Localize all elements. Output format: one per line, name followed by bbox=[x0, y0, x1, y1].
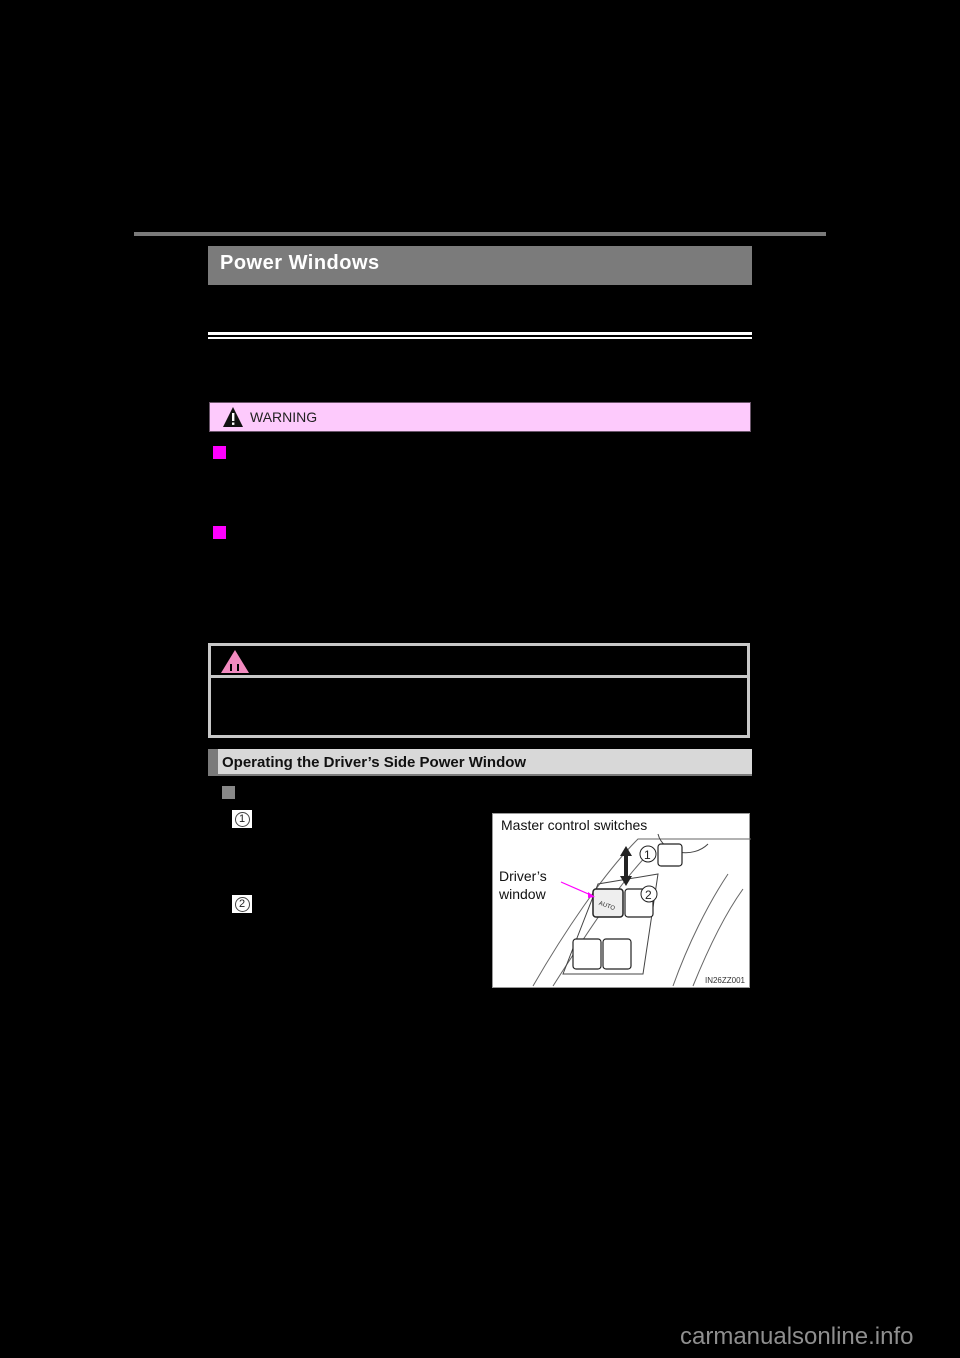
subsection-bullet bbox=[222, 786, 235, 799]
svg-text:AUTO: AUTO bbox=[597, 900, 616, 913]
switch-panel-drawing bbox=[493, 814, 751, 989]
notice-header bbox=[211, 646, 747, 678]
double-divider bbox=[208, 332, 752, 339]
warning-triangle-icon bbox=[222, 406, 244, 428]
label-line-1: Driver’s bbox=[499, 868, 547, 884]
section-accent bbox=[208, 749, 218, 774]
step-number: 1 bbox=[235, 812, 250, 827]
step-marker-2 bbox=[232, 895, 252, 913]
label-line-2: window bbox=[499, 886, 546, 902]
page-title-bar bbox=[208, 246, 752, 285]
section-header bbox=[208, 749, 752, 776]
watermark: carmanualsonline.info bbox=[680, 1323, 914, 1350]
notice-box bbox=[208, 643, 750, 738]
caution-triangle-icon bbox=[220, 649, 250, 674]
step-number: 2 bbox=[235, 897, 250, 912]
callout-1: 1 bbox=[644, 848, 651, 862]
section-title: Operating the Driver’s Side Power Window bbox=[222, 754, 527, 771]
step-marker-1 bbox=[232, 810, 252, 828]
warning-banner bbox=[209, 402, 751, 432]
warning-bullet-2 bbox=[213, 526, 226, 539]
header-rule bbox=[134, 232, 826, 236]
warning-bullet-1 bbox=[213, 446, 226, 459]
figure-caption: Master control switches bbox=[501, 817, 648, 833]
master-switch-illustration bbox=[492, 813, 750, 988]
page-title: Power Windows bbox=[220, 252, 380, 274]
figure-code: IN26ZZ001 bbox=[704, 976, 745, 985]
callout-2: 2 bbox=[645, 888, 652, 902]
warning-label: WARNING bbox=[250, 409, 318, 425]
